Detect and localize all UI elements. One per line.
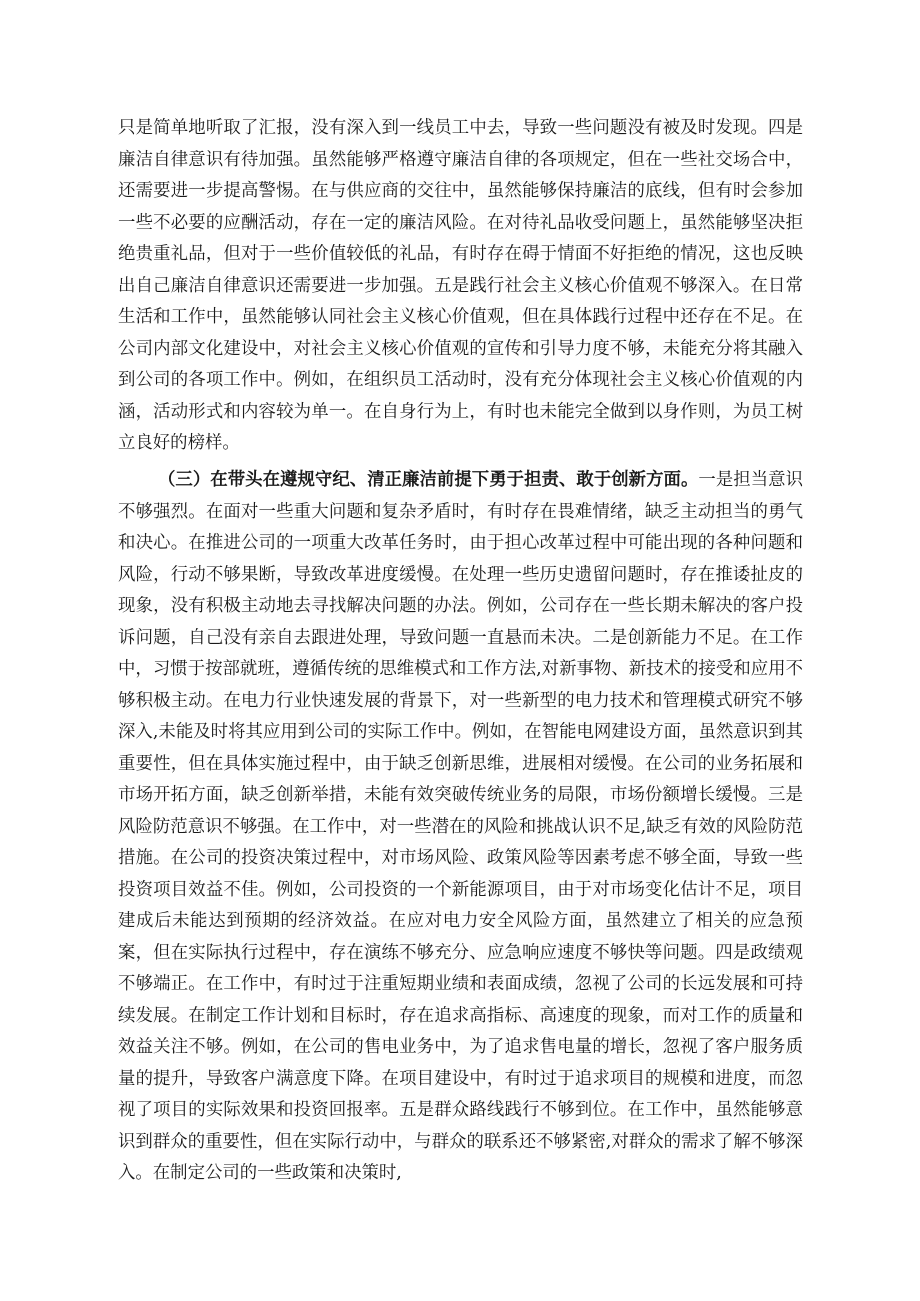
section-heading-3: （三）在带头在遵规守纪、清正廉洁前提下勇于担责、敢于创新方面。 <box>158 470 699 490</box>
paragraph-1: 只是简单地听取了汇报，没有深入到一线员工中去，导致一些问题没有被及时发现。四是廉洁自律意识有待加强。虽然能够严格遵守廉洁自律的各项规定，但在一些社交场合中，还需要进一步提高警惕。在与供应商的交往中，虽然能够保持廉洁的底线，但有时会参加一些不必要的应酬活动，存在一定的廉洁风险。在对待礼品收受问题上，虽然能够坚决拒绝贵重礼品，但对于一些价值较低的礼品，有时存在碍于情面不好拒绝的情况，这也反映出自己廉洁自律意识还需要进一步加强。五是践行社会主义核心价值观不够深入。在日常生活和工作中，虽然能够认同社会主义核心价值观，但在具体践行过程中还存在不足。在公司内部文化建设中，对社会主义核心价值观的宣传和引导力度不够，未能充分将其融入到公司的各项工作中。例如，在组织员工活动时，没有充分体现社会主义核心价值观的内涵，活动形式和内容较为单一。在自身行为上，有时也未能完全做到以身作则，为员工树立良好的榜样。 <box>118 118 803 453</box>
paragraph-2 <box>118 465 803 1190</box>
paragraph-2-body: 一是担当意识不够强烈。在面对一些重大问题和复杂矛盾时，有时存在畏难情绪，缺乏主动担当的勇气和决心。在推进公司的一项重大改革任务时，由于担心改革过程中可能出现的各种问题和风险，行动不够果断，导致改革进度缓慢。在处理一些历史遗留问题时，存在推诿扯皮的现象，没有积极主动地去寻找解决问题的办法。例如，公司存在一些长期未解决的客户投诉问题，自己没有亲自去跟进处理，导致问题一直悬而未决。二是创新能力不足。在工作中，习惯于按部就班，遵循传统的思维模式和工作方法,对新事物、新技术的接受和应用不够积极主动。在电力行业快速发展的背景下，对一些新型的电力技术和管理模式研究不够深入,未能及时将其应用到公司的实际工作中。例如，在智能电网建设方面，虽然意识到其重要性，但在具体实施过程中，由于缺乏创新思维，进展相对缓慢。在公司的业务拓展和市场开拓方面，缺乏创新举措，未能有效突破传统业务的局限，市场份额增长缓慢。三是风险防范意识不够强。在工作中，对一些潜在的风险和挑战认识不足,缺乏有效的风险防范措施。在公司的投资决策过程中，对市场风险、政策风险等因素考虑不够全面，导致一些投资项目效益不佳。例如，公司投资的一个新能源项目，由于对市场变化估计不足，项目建成后未能达到预期的经济效益。在应对电力安全风险方面，虽然建立了相关的应急预案，但在实际执行过程中，存在演练不够充分、应急响应速度不够快等问题。四是政绩观不够端正。在工作中，有时过于注重短期业绩和表面成绩，忽视了公司的长远发展和可持续发展。在制定工作计划和目标时，存在追求高指标、高速度的现象，而对工作的质量和效益关注不够。例如，在公司的售电业务中，为了追求售电量的增长，忽视了客户服务质量的提升，导致客户满意度下降。在项目建设中，有时过于追求项目的规模和进度，而忽视了项目的实际效果和投资回报率。五是群众路线践行不够到位。在工作中，虽然能够意识到群众的重要性，但在实际行动中，与群众的联系还不够紧密,对群众的需求了解不够深入。在制定公司的一些政策和决策时, <box>118 470 803 1183</box>
